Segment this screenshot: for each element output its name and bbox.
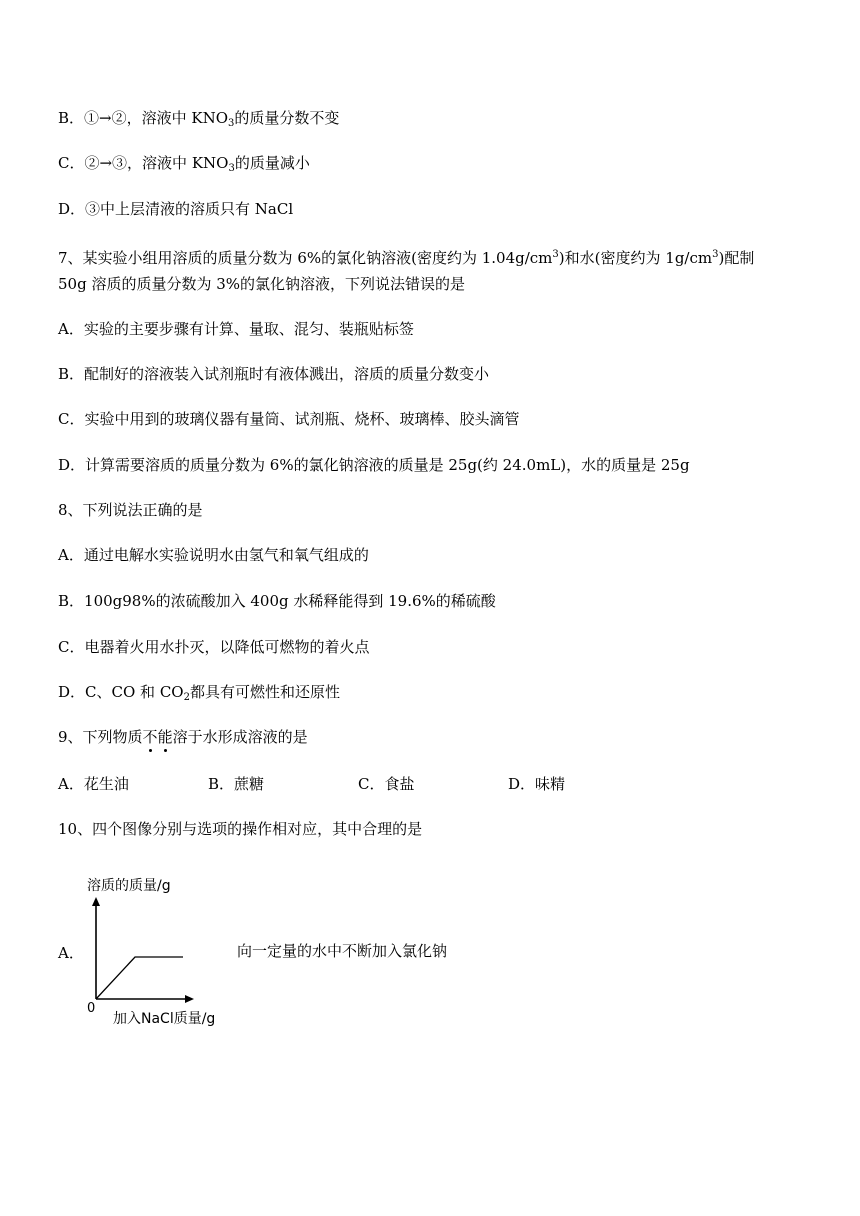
x-axis-arrow — [185, 995, 194, 1003]
graph-x-axis-label: 加入NaCl质量/g — [113, 1011, 216, 1027]
graph-origin-label: 0 — [87, 1001, 96, 1016]
q8-option-a: A．通过电解水实验说明水由氢气和氧气组成的 — [58, 546, 369, 564]
q6-option-d: D．③中上层清液的溶质只有 NaCl — [58, 200, 294, 218]
q8-option-d: D．C、CO 和 $CO_2$都具有可燃性和还原性 — [58, 683, 340, 703]
q7-option-a: A．实验的主要步骤有计算、量取、混匀、装瓶贴标签 — [58, 320, 414, 338]
q8-stem: 8、下列说法正确的是 — [58, 501, 203, 519]
q6-option-b: B．①→②，溶液中 $KNO_3$的质量分数不变 — [58, 109, 340, 129]
q8-option-b: B．100g98%的浓硫酸加入 400g 水稀释能得到 19.6%的稀硫酸 — [58, 592, 496, 610]
q9-option-a: A．花生油 — [58, 775, 129, 793]
q6-option-c: C．②→③，溶液中 $KNO_3$的质量减小 — [58, 154, 310, 174]
q10-option-a-label: A． — [58, 944, 84, 962]
q7-stem-line2: 50g 溶质的质量分数为 3%的氯化钠溶液，下列说法错误的是 — [58, 275, 466, 293]
emphasis-dot-char: 能 — [157, 728, 173, 746]
q10-option-a-text: 向一定量的水中不断加入氯化钠 — [237, 942, 448, 960]
graph-y-axis-label: 溶质的质量/g — [87, 878, 171, 894]
q7-option-c: C．实验中用到的玻璃仪器有量筒、试剂瓶、烧杯、玻璃棒、胶头滴管 — [58, 410, 520, 428]
q8-option-c: C．电器着火用水扑灭，以降低可燃物的着火点 — [58, 638, 370, 656]
emphasis-dot-char: 不 — [142, 728, 158, 746]
q9-stem: 9、下列物质不能溶于水形成溶液的是 — [58, 728, 308, 746]
q7-stem-line1: 7、某实验小组用溶质的质量分数为 6%的氯化钠溶液(密度约为 $1.04g/cm^3$)和水(密度约为 $1g/cm^3$)配制 — [58, 249, 755, 267]
q7-option-b: B．配制好的溶液装入试剂瓶时有液体溅出，溶质的质量分数变小 — [58, 365, 490, 383]
q9-option-d: D．味精 — [508, 775, 566, 793]
solute-mass-curve — [96, 957, 183, 999]
q7-option-d: D．计算需要溶质的质量分数为 6%的氯化钠溶液的质量是 25g(约 24.0mL)，水的质量是 25g — [58, 456, 690, 474]
q10-option-a-graph — [75, 873, 245, 1033]
q9-option-c: C．食盐 — [358, 775, 415, 793]
q10-stem: 10、四个图像分别与选项的操作相对应，其中合理的是 — [58, 820, 423, 838]
q9-option-b: B．蔗糖 — [208, 775, 265, 793]
y-axis-arrow — [92, 897, 100, 906]
